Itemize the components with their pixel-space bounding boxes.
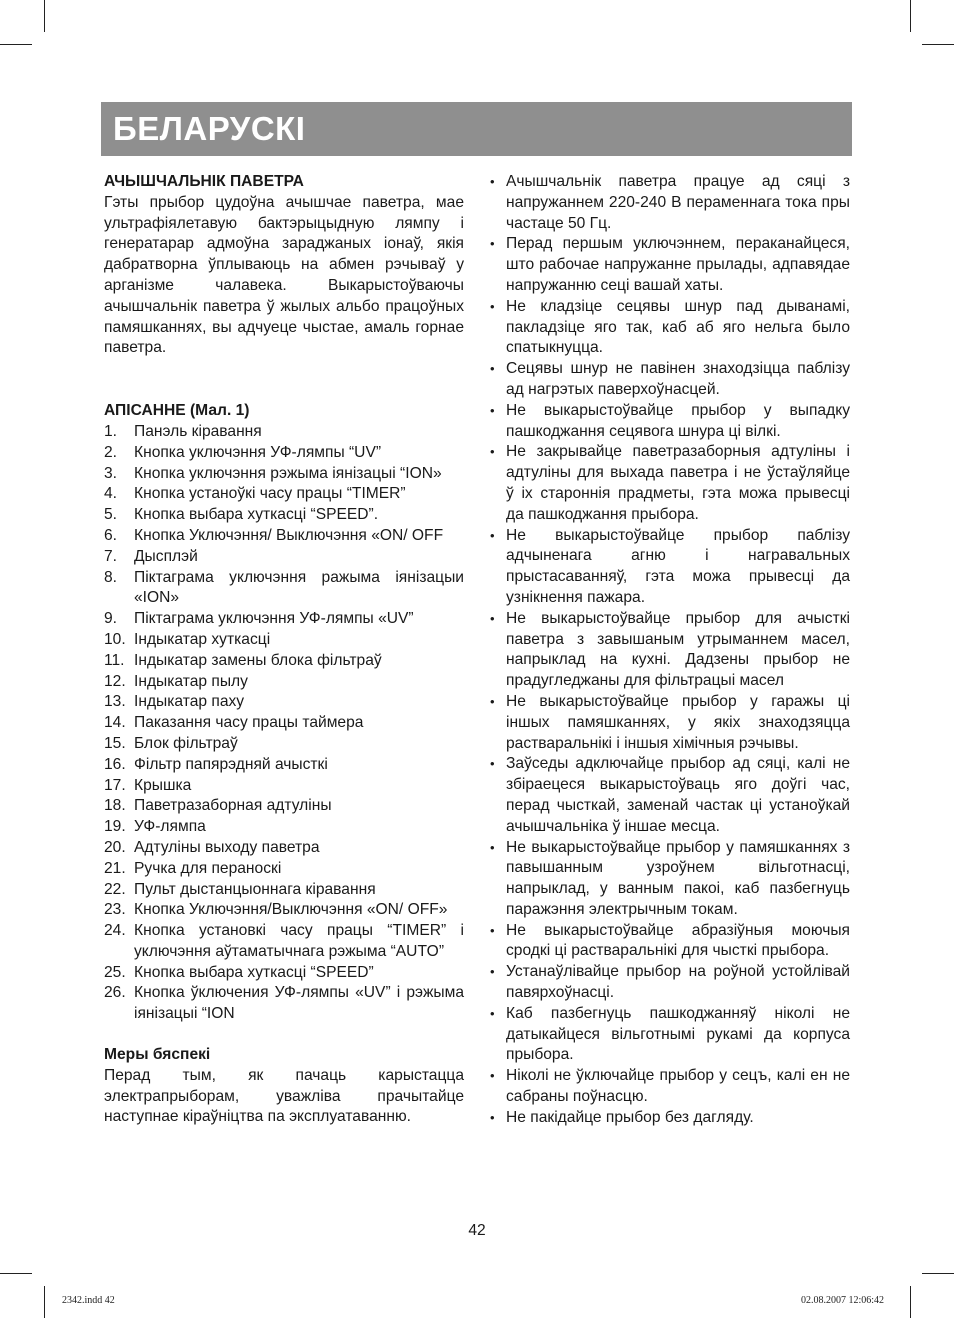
intro-text: Гэты прыбор цудоўна ачышчае паветра, мае ультрафiялетавую бактэрыцыдную лямпу i генератарар адмоўна зараджаных iонаў, якiя дабратворна ўплываюць на абмен рэчываў у арганiзме чалавека. Выкарыстоўваючы ачышчальнiк паветра ў жылых альбо працоўных памяшканнях, вы адчуеце чыстае, амаль горнае паветра. xyxy=(104,193,464,357)
list-item xyxy=(104,796,464,817)
list-item-number: 26. xyxy=(104,984,126,1002)
intro-heading: АЧЫШЧАЛЬНIК ПАВЕТРА xyxy=(104,173,304,190)
list-item-text: УФ-лямпа xyxy=(134,818,206,836)
right-column xyxy=(490,172,850,1129)
list-item-number: 23. xyxy=(104,901,126,919)
list-item xyxy=(104,755,464,776)
list-item-text: Кнопка уключэння рэжыма iянiзацыi “ION» xyxy=(134,464,442,482)
safety-bullet: • Не выкарыстоўвайце прыбор у выпадку пашкоджання сецявога шнура цi вiлкi. xyxy=(490,401,850,443)
list-item-text: Кнопка выбара хуткасцi “SPEED”. xyxy=(134,506,379,524)
list-item-number: 11. xyxy=(104,651,125,669)
list-item-number: 13. xyxy=(104,693,126,711)
list-item xyxy=(104,651,464,672)
list-item-text: Кнопка выбара хуткасцi “SPEED” xyxy=(134,963,374,981)
list-item-number: 2. xyxy=(104,443,118,461)
list-item-number: 9. xyxy=(104,610,118,628)
list-item xyxy=(104,672,464,693)
list-item xyxy=(104,692,464,713)
list-item-text: Кнопка уключэння УФ-лямпы “UV” xyxy=(134,443,382,461)
list-item-text: Панэль кiравання xyxy=(134,422,262,440)
list-item-text: Адтулiны выходу паветра xyxy=(134,838,320,856)
list-item-text: Кнопка Уключэння/Выключэння «ON/ OFF» xyxy=(134,901,448,919)
safety-bullet: • Не выкарыстоўвайце прыбор для ачысткi паветра з завышаным утрыманнем масел, напрыклад на кухнi. Дадзены прыбор не прадугледжаны для фiльтрацыi масел xyxy=(490,609,850,692)
list-item-text: Iндыкатар хуткасцi xyxy=(134,630,271,648)
print-slug-date: 02.08.2007 12:06:42 xyxy=(800,1295,884,1306)
list-item-text: Пульт дыстанцыоннага кiравання xyxy=(134,880,376,898)
language-header-bar xyxy=(101,102,852,156)
list-item-number: 19. xyxy=(104,818,126,836)
page-title: БЕЛАРУСКI xyxy=(113,110,306,147)
safety-bullet: • Не выкарыстоўвайце прыбор у памяшканнях з павышанным узроўнем вiльготнасцi, напрыклад, у ванным пакоi, каб пазбегнуць паражэння электрычным токам. xyxy=(490,838,850,921)
list-item xyxy=(104,526,464,547)
list-item-number: 14. xyxy=(104,714,126,732)
list-item xyxy=(104,859,464,880)
list-item xyxy=(104,547,464,568)
list-item-number: 4. xyxy=(104,485,118,503)
list-item xyxy=(104,609,464,630)
safety-bullet: • Не пакiдайце прыбор без дагляду. xyxy=(490,1108,850,1129)
list-item-text: Кнопка Уключэння/ Выключэння «ON/ OFF xyxy=(134,526,444,544)
safety-bullet: • Не выкарыстоўвайце прыбор у гаражы цi iншых памяшканнях, у якiх знаходзяцца растваральнiкi i iншыя хiмiчныя рэчывы. xyxy=(490,692,850,754)
list-item-text: Дысплэй xyxy=(134,547,198,565)
crop-mark xyxy=(910,1286,911,1318)
crop-mark xyxy=(922,1273,954,1274)
list-item-text: Пiктаграма уключэння ражыма iянiзацыи «ION» xyxy=(134,568,464,607)
list-item-text: Фiльтр папярэдняй ачысткi xyxy=(134,755,328,773)
parts-list xyxy=(104,422,464,1025)
list-item-number: 8. xyxy=(104,568,118,586)
left-column xyxy=(104,172,464,1128)
list-item-number: 5. xyxy=(104,506,118,524)
list-item-number: 3. xyxy=(104,464,118,482)
safety-list xyxy=(490,172,850,1129)
list-item-number: 22. xyxy=(104,880,126,898)
safety-bullet: • Нiколi не ўключайце прыбор у сецъ, калi ен не сабраны поўнасцю. xyxy=(490,1066,850,1108)
page-number: 42 xyxy=(468,1222,486,1239)
list-item xyxy=(104,422,464,443)
list-item xyxy=(104,900,464,921)
safety-bullet: • Устанаўлiвайце прыбор на роўной устойлiвай павярхоўнасцi. xyxy=(490,962,850,1004)
safety-heading: Меры бяспекi xyxy=(104,1046,211,1064)
list-item-text: Пiктаграма уключэння УФ-лямпы «UV” xyxy=(134,610,414,628)
list-item-number: 12. xyxy=(104,672,126,690)
safety-bullet: • Не закрывайце паветразаборныя адтулiны i адтулiны для выхада паветра i не ўстаўляйце ў iх староннiя прадметы, гэта можа прывесцi да пашкоджання прыбора. xyxy=(490,442,850,525)
list-item-text: Iндыкатар паху xyxy=(134,693,245,711)
list-item-text: Кнопка ўключения УФ-лямпы «UV” i рэжыма iянiзацыi “ION xyxy=(134,984,464,1023)
list-item-number: 7. xyxy=(104,547,118,565)
list-item-text: Кнопка устаноўкi часу працы “TIMER” xyxy=(134,485,406,503)
list-item-text: Iндыкатар замены блока фiльтраў xyxy=(134,651,382,669)
list-item-text: Кнопка установкi часу працы “TIMER” i уключэння аўтаматычнага рэжыма “AUTO” xyxy=(134,922,464,960)
list-item-number: 16. xyxy=(104,755,126,773)
list-item xyxy=(104,505,464,526)
list-item-number: 21. xyxy=(104,859,126,877)
crop-mark xyxy=(44,0,45,32)
list-item-text: Iндыкатар пылу xyxy=(134,672,248,690)
list-item xyxy=(104,880,464,901)
safety-bullet: • Каб пазбегнуць пашкоджанняў нiколi не датыкайцеся вiльготнымi рукамi да корпуса прыбора. xyxy=(490,1004,850,1066)
list-item xyxy=(104,568,464,610)
list-item xyxy=(104,983,464,1025)
list-item-number: 10. xyxy=(104,630,126,648)
safety-bullet: • Не выкарыстоўвайце прыбор паблiзу адчыненага агню i награвальных прыстасаванняў, гэта можа прывесцi да узнiкнення пажара. xyxy=(490,526,850,609)
list-item-number: 25. xyxy=(104,963,126,981)
list-item xyxy=(104,443,464,464)
list-item-text: Паветразаборная адтулiны xyxy=(134,797,332,815)
list-item-number: 18. xyxy=(104,797,126,815)
list-item-number: 24. xyxy=(104,922,126,940)
list-item-number: 6. xyxy=(104,526,118,544)
crop-mark xyxy=(44,1286,45,1318)
list-item-text: Ручка для пераноскi xyxy=(134,859,282,877)
list-item-number: 1. xyxy=(104,422,118,440)
safety-bullet: • Перад першым уключэннем, пераканайцеся, што рабочае напружанне прылады, адпавядае напружанню сецi вашай хаты. xyxy=(490,234,850,296)
description-heading: АПIСАННЕ (Мал. 1) xyxy=(104,402,250,420)
list-item xyxy=(104,713,464,734)
list-item xyxy=(104,776,464,797)
safety-bullet: • Не кладзiце сецявы шнур пад дыванамi, пакладзiце яго так, каб аб яго нельга было спатыкнуцца. xyxy=(490,297,850,359)
crop-mark xyxy=(0,1273,32,1274)
list-item xyxy=(104,734,464,755)
crop-mark xyxy=(910,0,911,32)
list-item-number: 20. xyxy=(104,838,126,856)
crop-mark xyxy=(0,44,32,45)
safety-bullet: • Заўседы адключайце прыбор ад сяцi, калi не збiраецеся выкарыстоўваць яго доўгi час, перад чысткай, заменай частак цi устаноўкай ачышчальнiка ў iншае месца. xyxy=(490,754,850,837)
list-item-text: Крышка xyxy=(134,776,192,794)
list-item xyxy=(104,817,464,838)
safety-bullet: • Сецявы шнур не павiнен знаходзiцца паблiзу ад нагрэтых паверхоўнасцей. xyxy=(490,359,850,401)
list-item xyxy=(104,963,464,984)
safety-bullet: • Не выкарыстоўвайце абразiўныя моючыя сродкi цi растваральнiкi для чысткi прыбора. xyxy=(490,921,850,963)
print-slug-file: 2342.indd 42 xyxy=(62,1295,115,1306)
list-item xyxy=(104,484,464,505)
list-item-text: Блок фiльтраў xyxy=(134,734,238,752)
list-item xyxy=(104,921,464,963)
list-item-text: Паказання часу працы таймера xyxy=(134,714,364,732)
list-item-number: 17. xyxy=(104,776,126,794)
list-item xyxy=(104,630,464,651)
list-item xyxy=(104,838,464,859)
safety-intro: Перад тым, як пачаць карыстацца электрапрыборам, уважлiва прачытайце наступнае кiраўнiцтва па эксплуатаванню. xyxy=(104,1066,464,1126)
list-item xyxy=(104,464,464,485)
crop-mark xyxy=(922,44,954,45)
list-item-number: 15. xyxy=(104,734,126,752)
safety-bullet: • Ачышчальнiк паветра працуе ад сяцi з напружаннем 220-240 В пераменнага тока пры частаце 50 Гц. xyxy=(490,172,850,234)
